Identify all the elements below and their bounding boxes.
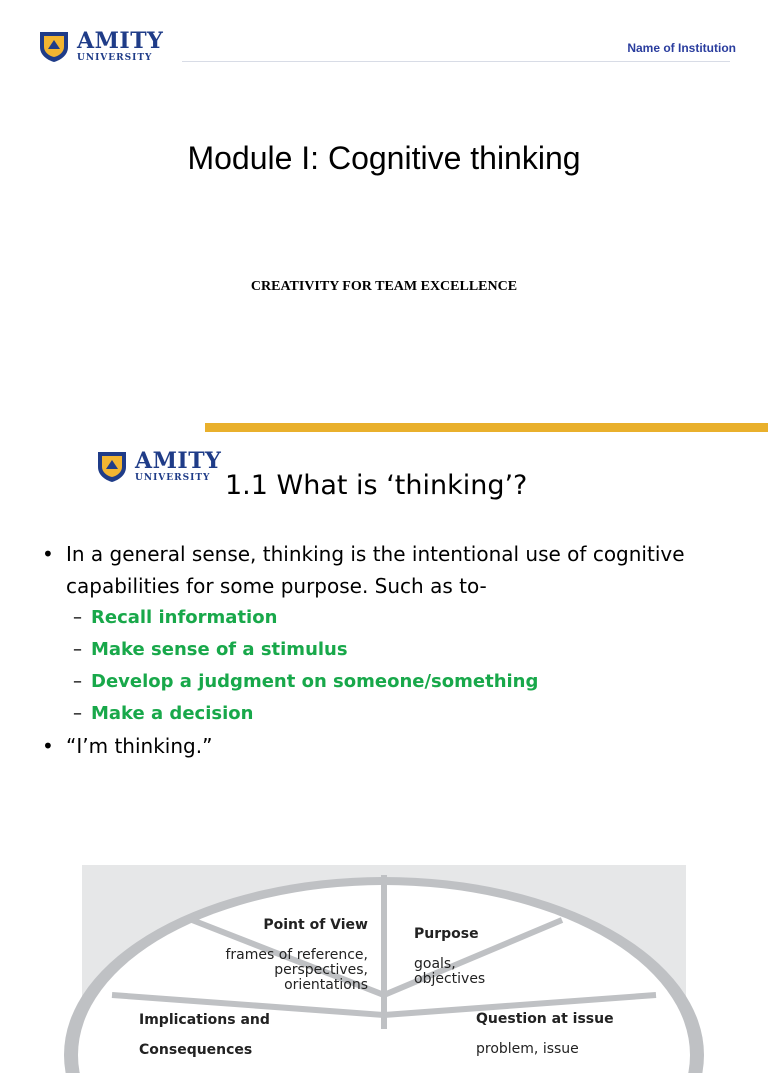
bullet-list: [40, 538, 740, 762]
slide-title: 1.1 What is ‘thinking’?: [225, 470, 528, 501]
institution-name: Name of Institution: [627, 41, 736, 55]
logo-subtitle: UNIVERSITY: [135, 472, 211, 483]
point-of-view-text: frames of reference, perspectives, orientations: [225, 947, 368, 993]
content-slide: [0, 420, 768, 860]
sub-bullet-list: [66, 602, 740, 730]
bullet-item: [40, 730, 740, 762]
implications-title: Implications and: [139, 1012, 270, 1028]
purpose-label: [414, 912, 574, 1002]
logo-subtitle: UNIVERSITY: [77, 52, 153, 63]
logo-name: AMITY: [77, 27, 164, 54]
amity-logo: [37, 29, 163, 63]
logo-name: AMITY: [135, 447, 222, 474]
bullet-item: [40, 538, 740, 730]
course-title: CREATIVITY FOR TEAM EXCELLENCE: [250, 279, 518, 294]
sub-bullet-item: – Make sense of a stimulus: [66, 634, 740, 666]
diagram-slide: [0, 860, 768, 1058]
module-title: Module I: Cognitive thinking: [187, 140, 581, 176]
amity-logo: [95, 449, 221, 483]
question-title: Question at issue: [476, 1011, 614, 1027]
sub-bullet-item: – Make a decision: [66, 698, 740, 730]
sub-bullet-item: – Recall information: [66, 602, 740, 634]
accent-bar: [205, 423, 768, 432]
implications-label: [139, 998, 339, 1073]
title-slide: [0, 0, 768, 420]
bullet-text: “I’m thinking.”: [66, 734, 213, 758]
purpose-text: goals, objectives: [414, 956, 486, 987]
question-label: [476, 997, 676, 1072]
bullet-text: In a general sense, thinking is the intentional use of cognitive capabilities for some purpose. Such as to-: [66, 542, 685, 598]
amity-crest-icon: [37, 29, 71, 63]
implications-text: Consequences: [139, 1042, 253, 1058]
question-text: problem, issue: [476, 1041, 579, 1057]
sub-bullet-item: – Develop a judgment on someone/something: [66, 666, 740, 698]
header-divider: [182, 61, 730, 62]
point-of-view-label: [200, 903, 368, 1008]
purpose-title: Purpose: [414, 926, 479, 942]
point-of-view-title: Point of View: [263, 917, 368, 933]
amity-crest-icon: [95, 449, 129, 483]
